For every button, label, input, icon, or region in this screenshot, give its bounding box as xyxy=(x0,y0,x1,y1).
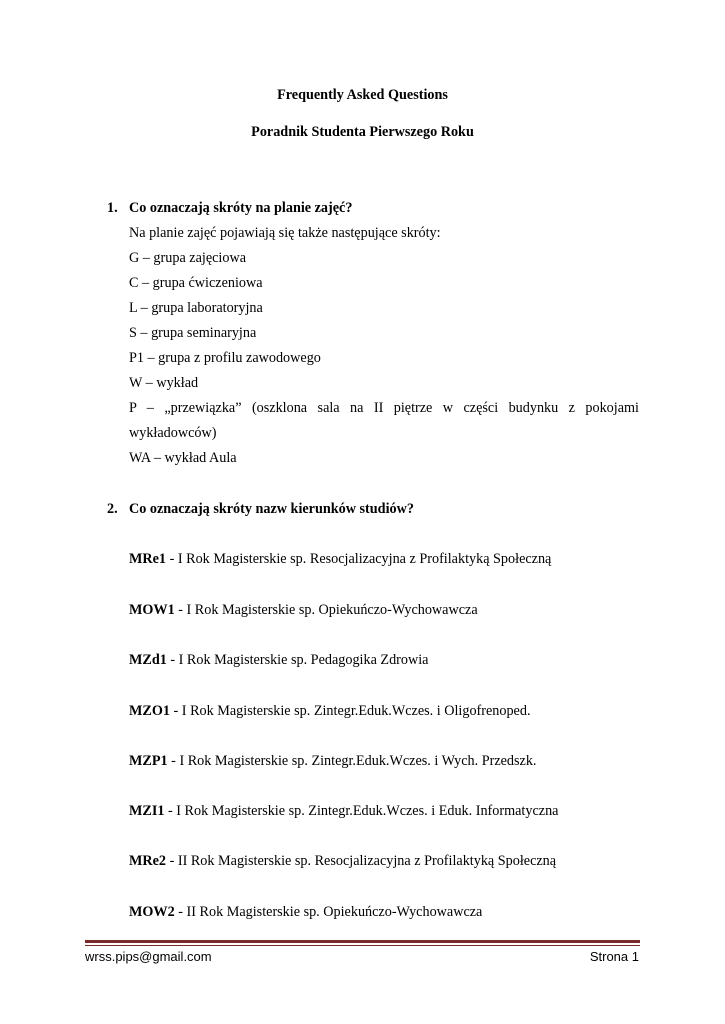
program-item xyxy=(129,702,531,720)
program-desc: - I Rok Magisterskie sp. Zintegr.Eduk.Wczes. i Eduk. Informatyczna xyxy=(164,803,559,819)
abbrev-item: W – wykład xyxy=(129,375,199,391)
question-1-number: 1. xyxy=(107,200,118,216)
abbrev-item-wa: WA – wykład Aula xyxy=(129,450,237,466)
program-code: MOW1 xyxy=(129,602,175,618)
program-desc: - II Rok Magisterskie sp. Resocjalizacyjna z Profilaktyką Społeczną xyxy=(166,853,557,869)
question-1-intro: Na planie zajęć pojawiają się także następujące skróty: xyxy=(129,225,441,241)
program-code: MOW2 xyxy=(129,904,175,920)
abbrev-item: G – grupa zajęciowa xyxy=(129,250,246,266)
program-item xyxy=(129,752,536,770)
program-item xyxy=(129,903,482,921)
program-code: MRe2 xyxy=(129,853,167,869)
program-item xyxy=(129,651,428,669)
footer-rule-thin xyxy=(85,945,640,946)
abbrev-item: C – grupa ćwiczeniowa xyxy=(129,275,263,291)
question-2-number: 2. xyxy=(107,501,118,517)
abbrev-item: S – grupa seminaryjna xyxy=(129,325,257,341)
program-code: MZI1 xyxy=(129,803,165,819)
program-desc: - I Rok Magisterskie sp. Zintegr.Eduk.Wczes. i Oligofrenoped. xyxy=(169,703,531,719)
program-desc: - I Rok Magisterskie sp. Resocjalizacyjna z Profilaktyką Społeczną xyxy=(166,551,552,567)
program-code: MZO1 xyxy=(129,703,170,719)
program-desc: - I Rok Magisterskie sp. Pedagogika Zdrowia xyxy=(166,652,429,668)
program-code: MZP1 xyxy=(129,753,168,769)
footer-page-number: Strona 1 xyxy=(589,949,639,964)
program-desc: - I Rok Magisterskie sp. Opiekuńczo-Wychowawcza xyxy=(174,602,478,618)
footer-rule-thick xyxy=(85,940,640,943)
abbrev-item-p: P – „przewiązka” (oszklona sala na II piętrze w części budynku z pokojami xyxy=(129,400,639,416)
program-code: MZd1 xyxy=(129,652,167,668)
document-subtitle: Poradnik Studenta Pierwszego Roku xyxy=(251,124,474,140)
program-item xyxy=(129,601,478,619)
abbrev-item: P1 – grupa z profilu zawodowego xyxy=(129,350,321,366)
program-item xyxy=(129,852,556,870)
program-code: MRe1 xyxy=(129,551,167,567)
program-item xyxy=(129,802,558,820)
abbrev-item: L – grupa laboratoryjna xyxy=(129,300,263,316)
abbrev-item-p-continued: wykładowców) xyxy=(129,425,217,441)
footer-email: wrss.pips@gmail.com xyxy=(85,949,212,964)
question-1-heading: Co oznaczają skróty na planie zajęć? xyxy=(129,200,353,216)
program-desc: - I Rok Magisterskie sp. Zintegr.Eduk.Wczes. i Wych. Przedszk. xyxy=(167,753,537,769)
document-title: Frequently Asked Questions xyxy=(277,87,448,103)
program-item xyxy=(129,550,551,568)
program-desc: - II Rok Magisterskie sp. Opiekuńczo-Wychowawcza xyxy=(174,904,483,920)
question-2-heading: Co oznaczają skróty nazw kierunków studiów? xyxy=(129,501,414,517)
